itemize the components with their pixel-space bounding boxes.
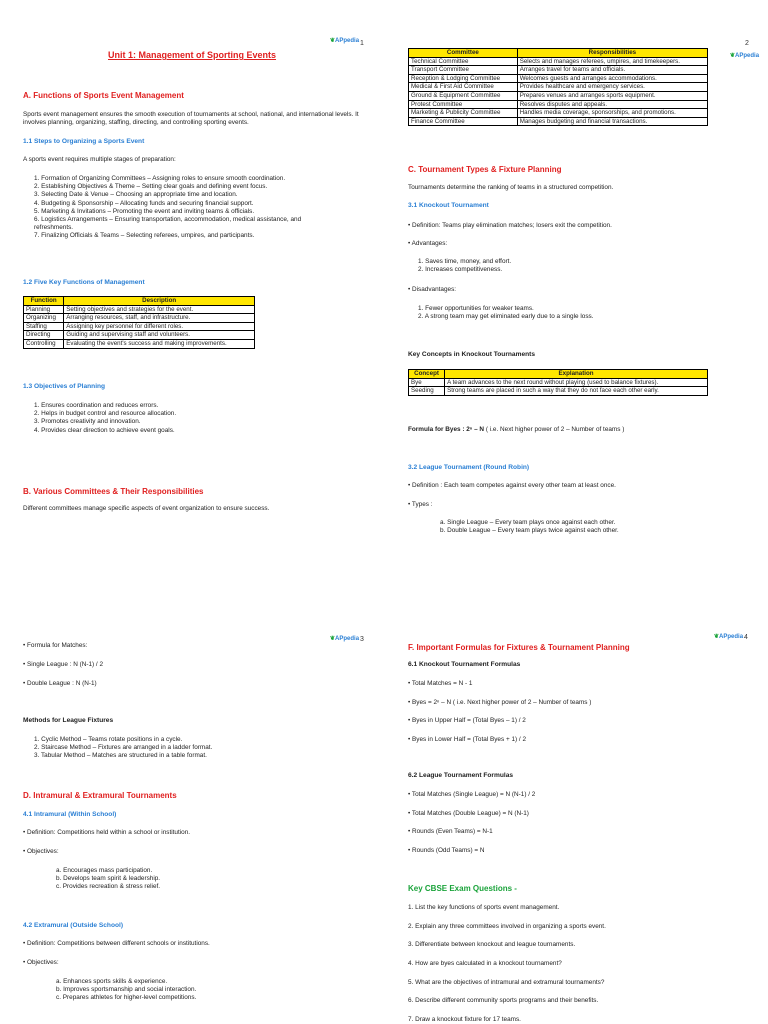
table-row xyxy=(409,100,708,109)
knockout-heading: 3.1 Knockout Tournament xyxy=(408,202,489,209)
logo: ❦APpedia xyxy=(714,634,744,640)
steps-list xyxy=(34,175,301,241)
types-label: • Types : xyxy=(408,501,433,508)
leaf-icon: ❦ xyxy=(330,38,336,44)
table-cell: Organizing xyxy=(24,314,64,323)
functions-table xyxy=(23,296,255,349)
leaf-icon: ❦ xyxy=(730,53,736,59)
list-item: 7. Finalizing Officials & Teams – Selecting referees, umpires, and participants. xyxy=(34,232,255,240)
formula-line: • Total Matches (Double League) = N (N-1) xyxy=(408,810,529,817)
section-a-heading: A. Functions of Sports Event Management xyxy=(23,91,184,100)
list-item: a. Single League – Every team plays once against each other. xyxy=(440,519,616,526)
question-item: 3. Differentiate between knockout and league tournaments. xyxy=(408,941,576,948)
unit-title: Unit 1: Management of Sporting Events xyxy=(108,50,277,60)
table-cell: Strong teams are placed in such a way that they do not face each other early. xyxy=(445,387,708,396)
table-row xyxy=(409,117,708,126)
table-cell: A team advances to the next round without playing (used to balance fixtures). xyxy=(445,378,708,387)
table-row xyxy=(409,83,708,92)
functions-heading: 1.2 Five Key Functions of Management xyxy=(23,279,145,286)
question-item: 6. Describe different community sports programs and their benefits. xyxy=(408,997,599,1004)
table-cell: Arranging resources, staff, and infrastructure. xyxy=(64,314,255,323)
section-f-heading: F. Important Formulas for Fixtures & Tournament Planning xyxy=(408,643,630,652)
concepts-table xyxy=(408,369,708,396)
table-cell: Staffing xyxy=(24,322,64,331)
table-cell: Medical & First Aid Committee xyxy=(409,83,518,92)
table-cell: Protest Committee xyxy=(409,100,518,109)
table-cell: Welcomes guests and arranges accommodations. xyxy=(517,74,707,83)
table-header: Committee xyxy=(409,49,518,58)
list-item: 2. Helps in budget control and resource allocation. xyxy=(34,410,177,418)
formula-line: • Rounds (Even Teams) = N-1 xyxy=(408,828,493,835)
table-header: Responsibilities xyxy=(517,49,707,58)
table-cell: Planning xyxy=(24,305,64,314)
page-3 xyxy=(0,512,384,1024)
list-item: b. Double League – Every team plays twice against each other. xyxy=(440,527,619,535)
table-cell: Provides healthcare and emergency services. xyxy=(517,83,707,92)
table-cell: Transport Committee xyxy=(409,66,518,75)
double-league-formula: • Double League : N (N-1) xyxy=(23,680,97,687)
table-cell: Bye xyxy=(409,378,445,387)
table-cell: Marketing & Publicity Committee xyxy=(409,109,518,118)
committees-table xyxy=(408,48,708,126)
advantages-list xyxy=(418,258,511,274)
table-row xyxy=(409,387,708,396)
extramural-objectives-list xyxy=(56,978,196,1003)
table-cell: Handles media coverage, sponsorships, and promotions. xyxy=(517,109,707,118)
list-item: 5. Marketing & Invitations – Promoting the event and inviting teams & officials. xyxy=(34,207,255,215)
steps-intro: A sports event requires multiple stages of preparation: xyxy=(23,156,176,163)
page-number: 3 xyxy=(360,636,364,643)
single-league-formula: • Single League : N (N-1) / 2 xyxy=(23,661,104,668)
formula-line: • Rounds (Odd Teams) = N xyxy=(408,847,485,854)
table-row xyxy=(409,57,708,66)
table-row xyxy=(24,314,255,323)
table-row xyxy=(409,66,708,75)
list-item: 1. Saves time, money, and effort. xyxy=(418,258,512,265)
extramural-heading: 4.2 Extramural (Outside School) xyxy=(23,922,124,929)
league-formulas-heading: 6.2 League Tournament Formulas xyxy=(408,772,514,779)
table-row xyxy=(409,109,708,118)
list-item: 2. Establishing Objectives & Theme – Setting clear goals and defining event focus. xyxy=(34,183,268,191)
table-cell: Evaluating the event's success and making improvements. xyxy=(64,339,255,348)
list-item: 4. Provides clear direction to achieve event goals. xyxy=(34,426,175,434)
byes-formula xyxy=(408,426,624,434)
table-row xyxy=(24,339,255,348)
list-item: c. Prepares athletes for higher-level competitions. xyxy=(56,994,197,1002)
list-item: 1. Ensures coordination and reduces errors. xyxy=(34,402,159,409)
logo: ❦APpedia xyxy=(730,53,760,59)
methods-heading: Methods for League Fixtures xyxy=(23,717,114,724)
table-header: Concept xyxy=(409,370,445,379)
question-item: 2. Explain any three committees involved in organizing a sports event. xyxy=(408,923,606,930)
formula-label: • Formula for Matches: xyxy=(23,642,88,649)
table-row xyxy=(24,305,255,314)
league-heading: 3.2 League Tournament (Round Robin) xyxy=(408,464,530,471)
table-header: Explanation xyxy=(445,370,708,379)
leaf-icon: ❦ xyxy=(714,634,720,640)
list-item: 6. Logistics Arrangements – Ensuring transportation, accommodation, medical assistance, and xyxy=(34,216,302,224)
table-cell: Directing xyxy=(24,331,64,340)
table-cell: Prepares venues and arranges sports equipment. xyxy=(517,91,707,100)
table-cell: Finance Committee xyxy=(409,117,518,126)
disadvantages-label: • Disadvantages: xyxy=(408,286,457,293)
list-item: 3. Tabular Method – Matches are structured in a table format. xyxy=(34,752,207,760)
page-2 xyxy=(384,0,768,535)
page-1 xyxy=(0,0,384,512)
question-item: 4. How are byes calculated in a knockout tournament? xyxy=(408,960,562,967)
table-cell: Ground & Equipment Committee xyxy=(409,91,518,100)
table-row xyxy=(24,322,255,331)
byes-formula-note: ( i.e. Next higher power of 2 – Number of teams ) xyxy=(485,426,625,433)
section-c-text: Tournaments determine the ranking of teams in a structured competition. xyxy=(408,184,614,191)
formula-line: • Byes in Upper Half = (Total Byes – 1) / 2 xyxy=(408,717,526,724)
knockout-formulas-heading: 6.1 Knockout Tournament Formulas xyxy=(408,661,521,668)
table-cell: Assigning key personnel for different roles. xyxy=(64,322,255,331)
extramural-objectives-label: • Objectives: xyxy=(23,959,59,966)
list-item: c. Provides recreation & stress relief. xyxy=(56,883,161,891)
list-item: 1. Formation of Organizing Committees – Assigning roles to ensure smooth coordination. xyxy=(34,175,286,182)
objectives-heading: 1.3 Objectives of Planning xyxy=(23,383,106,390)
question-item: 1. List the key functions of sports event management. xyxy=(408,904,560,911)
section-b-heading: B. Various Committees & Their Responsibilities xyxy=(23,487,204,496)
table-row xyxy=(409,74,708,83)
table-row xyxy=(409,91,708,100)
list-item: refreshments. xyxy=(34,224,74,232)
table-header: Function xyxy=(24,297,64,306)
intramural-heading: 4.1 Intramural (Within School) xyxy=(23,811,117,818)
intro-paragraph: Sports event management ensures the smooth execution of tournaments at school, national, and international levels. It involves planning, organizing, staffing, directing, and controlling sporting events. xyxy=(23,111,359,127)
page-4 xyxy=(384,512,768,1024)
question-item: 7. Draw a knockout fixture for 17 teams. xyxy=(408,1016,521,1023)
advantages-label: • Advantages: xyxy=(408,240,448,247)
table-cell: Guiding and supervising staff and volunteers. xyxy=(64,331,255,340)
leaf-icon: ❦ xyxy=(330,636,336,642)
table-cell: Resolves disputes and appeals. xyxy=(517,100,707,109)
section-d-heading: D. Intramural & Extramural Tournaments xyxy=(23,791,177,800)
list-item: 1. Fewer opportunities for weaker teams. xyxy=(418,305,534,312)
list-item: 2. Increases competitiveness. xyxy=(418,266,503,274)
intramural-definition: • Definition: Competitions held within a school or institution. xyxy=(23,829,191,836)
table-row xyxy=(409,378,708,387)
table-cell: Arranges travel for teams and officials. xyxy=(517,66,707,75)
table-cell: Technical Committee xyxy=(409,57,518,66)
list-item: 3. Promotes creativity and innovation. xyxy=(34,418,141,426)
page-number: 2 xyxy=(745,40,749,47)
list-item: b. Improves sportsmanship and social interaction. xyxy=(56,986,197,994)
league-definition: • Definition : Each team competes against every other team at least once. xyxy=(408,482,616,489)
objectives-list xyxy=(34,402,176,435)
table-cell: Seeding xyxy=(409,387,445,396)
intramural-objectives-label: • Objectives: xyxy=(23,848,59,855)
page-number: 4 xyxy=(744,634,748,641)
question-item: 5. What are the objectives of intramural and extramural tournaments? xyxy=(408,979,605,986)
list-item: 1. Cyclic Method – Teams rotate positions in a cycle. xyxy=(34,736,183,743)
logo: ❦APpedia xyxy=(330,636,360,642)
logo: ❦APpedia xyxy=(330,38,360,44)
formula-line: • Total Matches (Single League) = N (N-1) / 2 xyxy=(408,791,536,798)
table-cell: Controlling xyxy=(24,339,64,348)
knockout-definition: • Definition: Teams play elimination matches; losers exit the competition. xyxy=(408,222,612,229)
formula-line: • Byes in Lower Half = (Total Byes + 1) / 2 xyxy=(408,736,527,743)
section-b-text: Different committees manage specific aspects of event organization to ensure success. xyxy=(23,505,270,512)
list-item: b. Develops team spirit & leadership. xyxy=(56,875,161,883)
byes-formula-label: Formula for Byes : 2ⁿ – N xyxy=(408,426,485,433)
disadvantages-list xyxy=(418,305,593,321)
steps-heading: 1.1 Steps to Organizing a Sports Event xyxy=(23,138,145,145)
list-item: 3. Selecting Date & Venue – Choosing an appropriate time and location. xyxy=(34,191,238,199)
formula-line: • Total Matches = N - 1 xyxy=(408,680,473,687)
table-row xyxy=(24,331,255,340)
page-number: 1 xyxy=(360,40,364,47)
extramural-definition: • Definition: Competitions between different schools or institutions. xyxy=(23,940,210,947)
list-item: 2. Staircase Method – Fixtures are arranged in a ladder format. xyxy=(34,744,213,752)
questions-heading: Key CBSE Exam Questions - xyxy=(408,884,517,893)
methods-list xyxy=(34,736,212,761)
table-cell: Setting objectives and strategies for the event. xyxy=(64,305,255,314)
list-item: 2. A strong team may get eliminated early due to a single loss. xyxy=(418,313,594,321)
intramural-objectives-list xyxy=(56,867,160,892)
list-item: 4. Budgeting & Sponsorship – Allocating funds and securing financial support. xyxy=(34,199,254,207)
table-cell: Manages budgeting and financial transactions. xyxy=(517,117,707,126)
concepts-heading: Key Concepts in Knockout Tournaments xyxy=(408,351,536,358)
section-c-heading: C. Tournament Types & Fixture Planning xyxy=(408,165,562,174)
list-item: a. Encourages mass participation. xyxy=(56,867,153,874)
table-header: Description xyxy=(64,297,255,306)
list-item: a. Enhances sports skills & experience. xyxy=(56,978,168,985)
table-cell: Reception & Lodging Committee xyxy=(409,74,518,83)
formula-line: • Byes = 2ⁿ – N ( i.e. Next higher power of 2 – Number of teams ) xyxy=(408,699,592,706)
table-cell: Selects and manages referees, umpires, and timekeepers. xyxy=(517,57,707,66)
